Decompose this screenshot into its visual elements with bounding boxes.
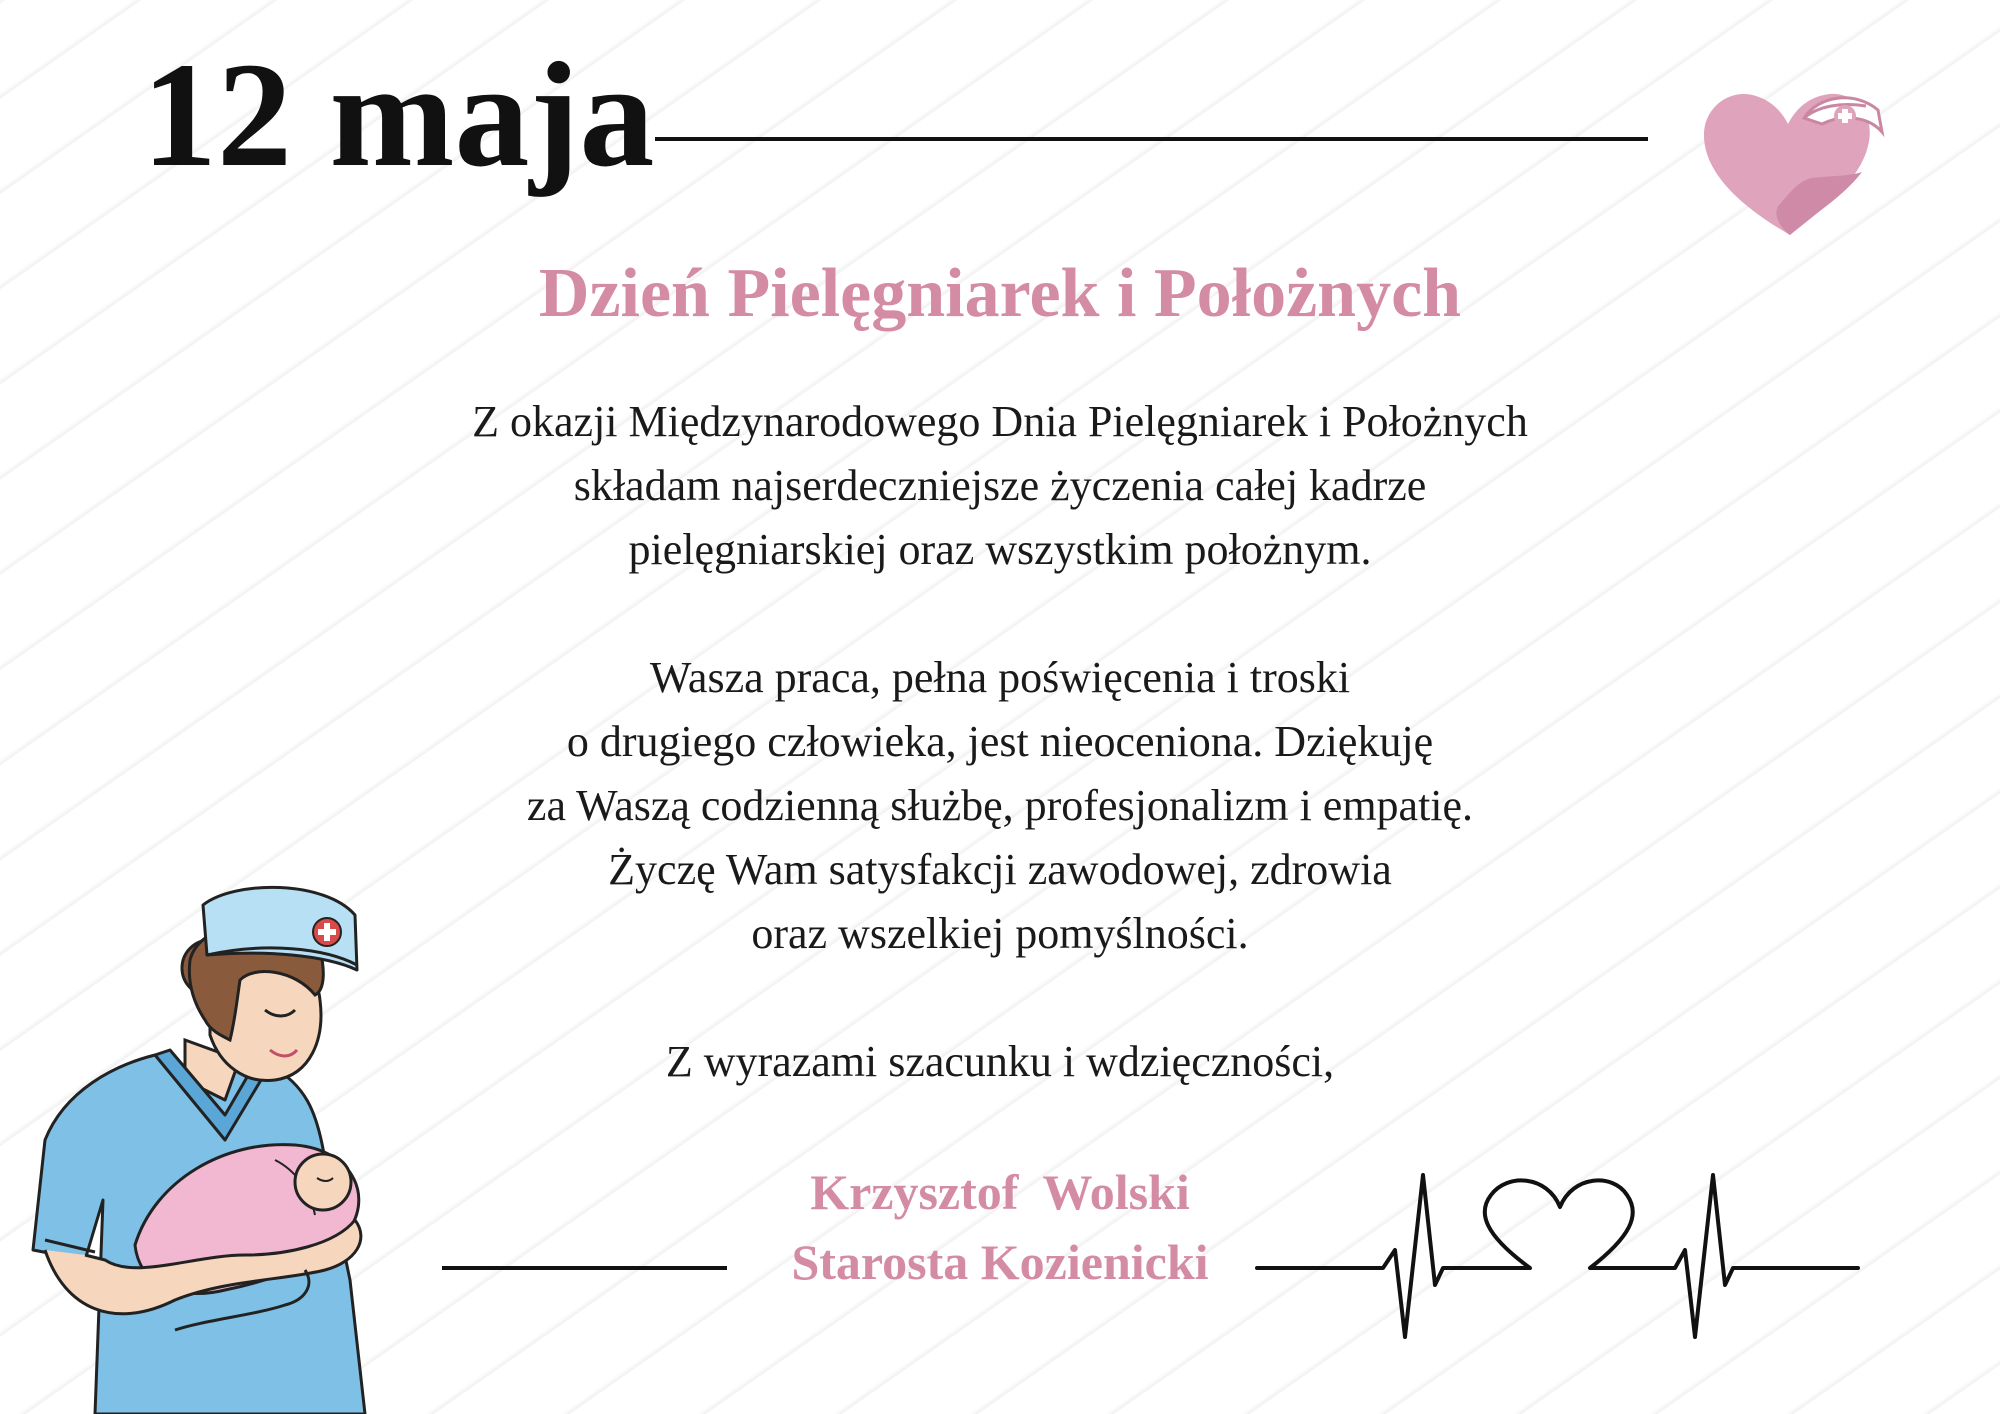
message-line: o drugiego człowieka, jest nieoceniona. Dziękuję	[566, 717, 1434, 766]
message-line: za Waszą codzienną służbę, profesjonalizm i empatię.	[526, 781, 1474, 830]
message-line: Życzę Wam satysfakcji zawodowej, zdrowia	[608, 845, 1392, 894]
signature-divider-left	[442, 1266, 727, 1270]
top-divider	[655, 137, 1648, 141]
signature-role: Starosta Kozienicki	[791, 1234, 1209, 1290]
occasion-title: Dzień Pielęgniarek i Położnych	[538, 255, 1462, 332]
message-line: Wasza praca, pełna poświęcenia i troski	[649, 653, 1351, 702]
message-line: składam najserdeczniejsze życzenia całej kadrze	[573, 461, 1427, 510]
heart-with-nurse-cap-icon	[1692, 80, 1892, 245]
message-line: pielęgniarskiej oraz wszystkim położnym.	[628, 525, 1372, 574]
closing-line: Z wyrazami szacunku i wdzięczności,	[665, 1037, 1335, 1086]
message-line: Z okazji Międzynarodowego Dnia Pielęgniarek i Położnych	[472, 397, 1528, 446]
nurse-holding-baby-illustration	[25, 860, 445, 1414]
heartbeat-line-icon	[1255, 1165, 1860, 1345]
date-heading: 12 maja	[142, 32, 655, 198]
signature-name: Krzysztof Wolski	[810, 1164, 1190, 1220]
message-line: oraz wszelkiej pomyślności.	[751, 909, 1249, 958]
